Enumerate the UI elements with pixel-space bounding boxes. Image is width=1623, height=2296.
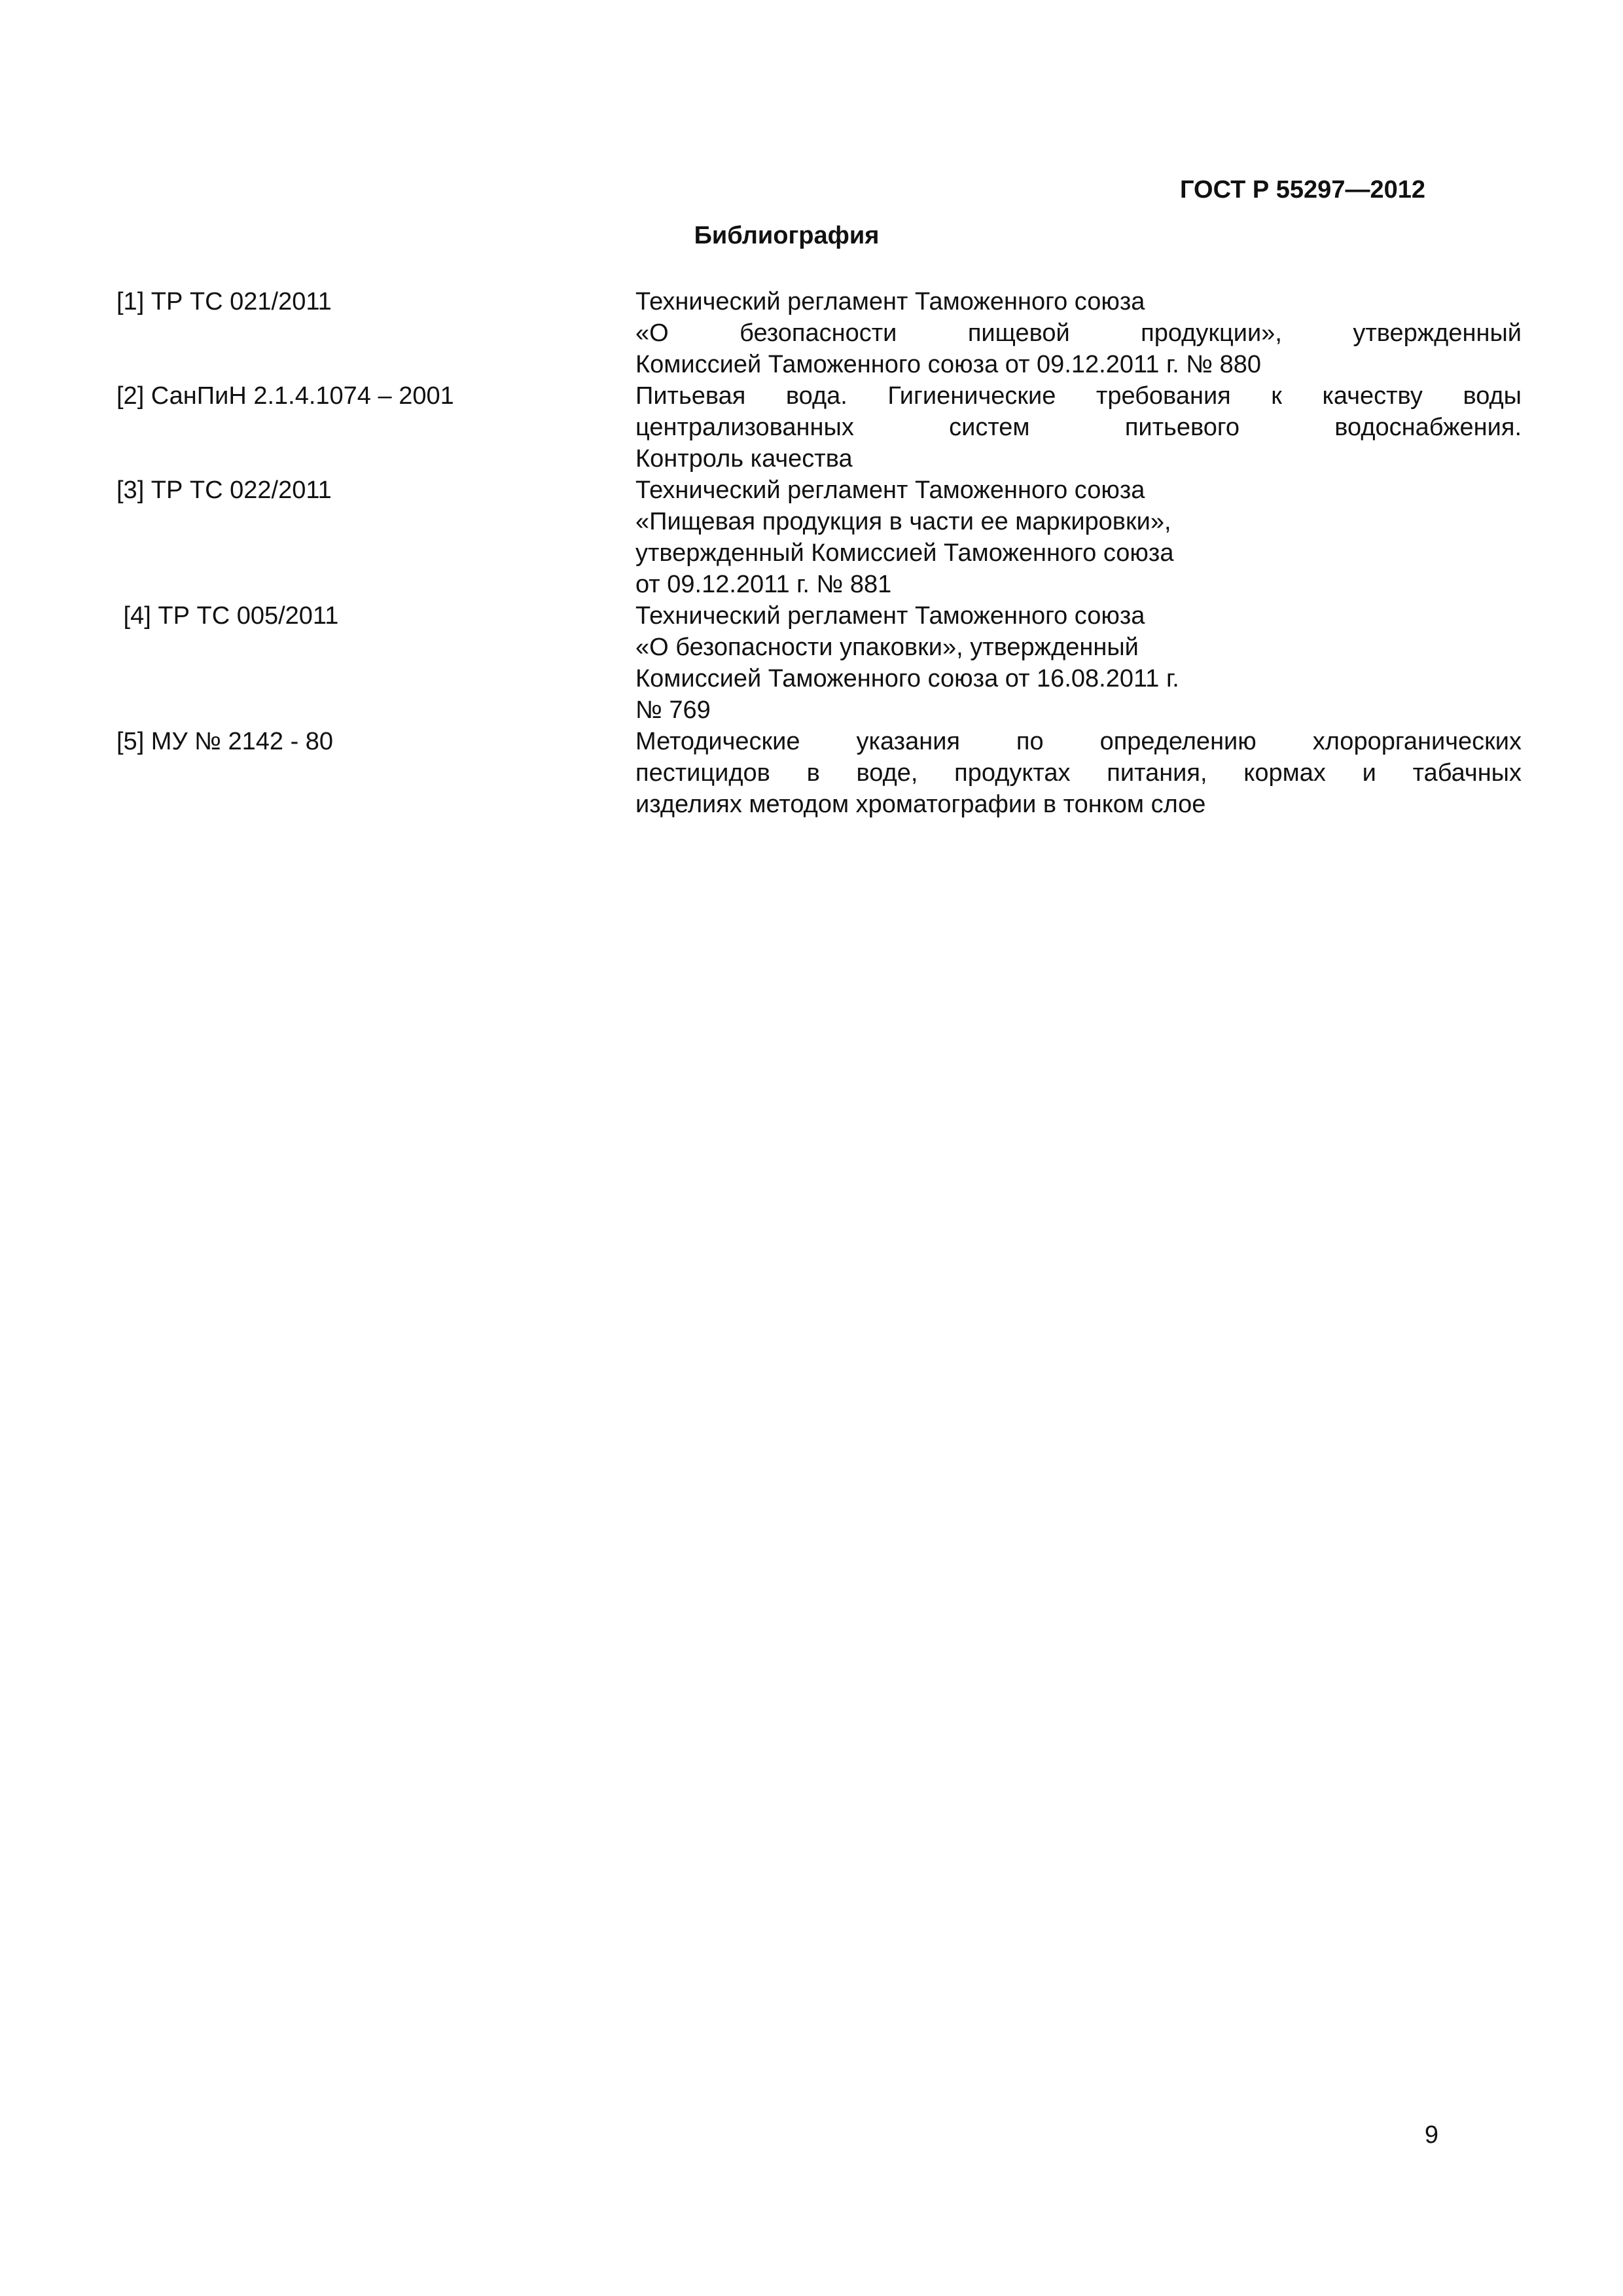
entry-line: Контроль качества <box>635 445 853 473</box>
entry-line: от 09.12.2011 г. № 881 <box>635 571 892 598</box>
bibliography-entry-1 <box>116 286 1522 380</box>
entry-description <box>635 380 1522 475</box>
entry-line: утвержденный Комиссией Таможенного союза <box>635 539 1174 567</box>
entry-reference: [1] ТР ТС 021/2011 <box>116 288 332 315</box>
standard-code: ГОСТ Р 55297—2012 <box>1180 176 1425 204</box>
entry-line: пестицидов в воде, продуктах питания, кормах и табачных <box>635 759 1522 787</box>
entry-reference: [3] ТР ТС 022/2011 <box>116 476 332 504</box>
entry-line: изделиях методом хроматографии в тонком слое <box>635 791 1206 818</box>
entry-line: Комиссией Таможенного союза от 16.08.2011 г. <box>635 665 1179 692</box>
entry-line: Технический регламент Таможенного союза <box>635 288 1145 315</box>
bibliography-entry-2 <box>116 380 1522 475</box>
entry-line: «О безопасности упаковки», утвержденный <box>635 634 1139 661</box>
page-title: Библиография <box>694 222 880 249</box>
entry-description <box>635 475 1522 600</box>
entry-line: Комиссией Таможенного союза от 09.12.2011 г. № 880 <box>635 351 1262 378</box>
entry-reference: [2] СанПиН 2.1.4.1074 – 2001 <box>116 382 454 410</box>
entry-line: Питьевая вода. Гигиенические требования к качеству воды <box>635 382 1522 410</box>
entry-line: «Пищевая продукция в части ее маркировки», <box>635 508 1171 535</box>
entry-description <box>635 726 1522 820</box>
bibliography-entry-3 <box>116 475 1425 600</box>
entry-line: Технический регламент Таможенного союза <box>635 602 1145 630</box>
bibliography-entry-4 <box>116 600 1425 726</box>
entry-description <box>635 600 1522 726</box>
entry-line: № 769 <box>635 696 711 724</box>
bibliography-entry-5 <box>116 726 1522 820</box>
entry-line: «О безопасности пищевой продукции», утвержденный <box>635 319 1522 347</box>
entry-reference: [4] ТР ТС 005/2011 <box>116 602 339 630</box>
entry-line: Методические указания по определению хлорорганических <box>635 728 1522 755</box>
page-number: 9 <box>1424 2121 1438 2149</box>
entry-description <box>635 286 1522 380</box>
entry-line: Технический регламент Таможенного союза <box>635 476 1145 504</box>
bibliography-list <box>116 286 1522 820</box>
entry-reference: [5] МУ № 2142 - 80 <box>116 728 334 755</box>
entry-line: централизованных систем питьевого водоснабжения. <box>635 414 1522 441</box>
